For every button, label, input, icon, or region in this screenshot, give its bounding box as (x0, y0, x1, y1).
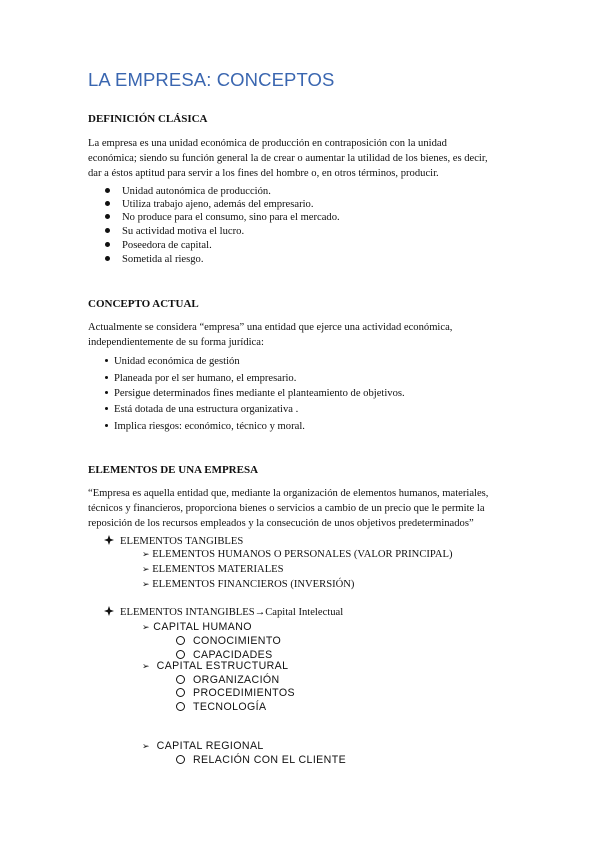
capital-group-label (142, 621, 252, 633)
list-item (176, 635, 281, 647)
paragraph-concepto-actual (88, 320, 518, 350)
list-item (142, 549, 453, 560)
tangibles-label-row (104, 535, 243, 547)
list-item (105, 212, 340, 223)
list-item (105, 404, 298, 415)
quote-definicion-empresa (88, 486, 518, 531)
list-item (105, 186, 271, 197)
list-item-text: Está dotada de una estructura organizativa . (114, 404, 299, 415)
list-item-text: ELEMENTOS MATERIALES (152, 564, 284, 575)
list-item-text: No produce para el consumo, sino para el mercado. (122, 212, 340, 223)
circle-bullet-icon (176, 675, 185, 684)
section-heading-elementos: ELEMENTOS DE UNA EMPRESA (88, 464, 259, 476)
section-heading-concepto-actual: CONCEPTO ACTUAL (88, 298, 199, 310)
capital-group-text: CAPITAL REGIONAL (156, 740, 264, 752)
arrowhead-bullet-icon: ➢ (142, 549, 150, 559)
arrowhead-bullet-icon: ➢ (142, 564, 150, 574)
list-item-text: RELACIÓN CON EL CLIENTE (193, 754, 347, 766)
capital-group-label (142, 740, 264, 752)
list-item-text: Persigue determinados fines mediante el planteamiento de objetivos. (114, 388, 405, 399)
intangibles-suffix: Capital Intelectual (265, 607, 344, 618)
list-item (105, 240, 212, 251)
arrowhead-bullet-icon: ➢ (142, 579, 150, 589)
capital-group-label (142, 660, 288, 672)
list-item (105, 373, 296, 384)
diamond-bullet-icon (104, 606, 114, 616)
circle-bullet-icon (176, 702, 185, 711)
diamond-bullet-icon (104, 535, 114, 545)
list-item-text: PROCEDIMIENTOS (193, 687, 295, 699)
list-item (176, 687, 295, 699)
list-item-text: ELEMENTOS HUMANOS O PERSONALES (VALOR PRINCIPAL) (152, 549, 453, 560)
list-item (176, 754, 346, 766)
bullet-dot-icon (105, 256, 110, 261)
section-heading-definicion: DEFINICIÓN CLÁSICA (88, 113, 208, 125)
bullet-dot-icon (105, 188, 110, 193)
quote-line: “Empresa es aquella entidad que, mediante la organización de elementos humanos, materiales, (88, 488, 489, 499)
circle-bullet-icon (176, 688, 185, 697)
list-item-text: TECNOLOGÍA (193, 701, 267, 713)
list-item (142, 564, 284, 575)
list-item (105, 226, 244, 237)
quote-line: reposición de los recursos empleados y la consecución de unos objetivos predeterminados” (88, 518, 474, 529)
circle-bullet-icon (176, 636, 185, 645)
paragraph-line: Actualmente se considera “empresa” una entidad que ejerce una actividad económica, (88, 322, 453, 333)
capital-group-text: CAPITAL ESTRUCTURAL (156, 660, 289, 672)
bullet-dot-icon (105, 424, 108, 427)
list-item-text: CONOCIMIENTO (193, 635, 282, 647)
capital-group-text: CAPITAL HUMANO (153, 621, 252, 633)
intangibles-label: ELEMENTOS INTANGIBLES (120, 607, 255, 618)
list-item-text: CAPACIDADES (193, 649, 273, 661)
list-item-text: Sometida al riesgo. (122, 254, 204, 265)
list-item-text: Utiliza trabajo ajeno, además del empresario. (122, 199, 314, 210)
intangibles-label-row (104, 606, 343, 618)
arrowhead-bullet-icon: ➢ (142, 622, 150, 632)
paragraph-line: independientemente de su forma jurídica: (88, 337, 264, 348)
list-item-text: Implica riesgos: económico, técnico y moral. (114, 421, 305, 432)
paragraph-line: económica; siendo su función general la de crear o aumentar la utilidad de los bienes, es decir, (88, 153, 488, 164)
list-item (105, 356, 240, 367)
list-item (105, 388, 405, 399)
right-arrow-icon: → (254, 607, 266, 618)
list-item-text: ORGANIZACIÓN (193, 674, 280, 686)
tangibles-label: ELEMENTOS TANGIBLES (120, 536, 244, 547)
arrowhead-bullet-icon: ➢ (142, 661, 150, 671)
list-item-text: Unidad económica de gestión (114, 356, 240, 367)
list-item-text: Unidad autonómica de producción. (122, 186, 271, 197)
bullet-dot-icon (105, 391, 108, 394)
list-item-text: Poseedora de capital. (122, 240, 212, 251)
bullet-dot-icon (105, 214, 110, 219)
paragraph-line: dar a éstos aptitud para servir a los fines del hombre o, en otros términos, producir. (88, 168, 439, 179)
list-item-text: Su actividad motiva el lucro. (122, 226, 245, 237)
list-item (176, 674, 280, 686)
arrowhead-bullet-icon: ➢ (142, 741, 150, 751)
circle-bullet-icon (176, 755, 185, 764)
list-item (142, 579, 354, 590)
quote-line: técnicos y financieros, proporciona bienes o servicios a cambio de un precio que le permite la (88, 503, 485, 514)
list-item (105, 199, 314, 210)
list-item-text: ELEMENTOS FINANCIEROS (INVERSIÓN) (152, 579, 355, 590)
bullet-dot-icon (105, 359, 108, 362)
page-title: LA EMPRESA: CONCEPTOS (88, 69, 335, 90)
bullet-dot-icon (105, 376, 108, 379)
paragraph-definicion (88, 136, 518, 181)
list-item (105, 421, 305, 432)
bullet-dot-icon (105, 228, 110, 233)
circle-bullet-icon (176, 650, 185, 659)
bullet-dot-icon (105, 242, 110, 247)
list-item (105, 254, 204, 265)
paragraph-line: La empresa es una unidad económica de producción en contraposición con la unidad (88, 138, 447, 149)
list-item-text: Planeada por el ser humano, el empresario. (114, 373, 297, 384)
bullet-dot-icon (105, 201, 110, 206)
list-item (176, 701, 266, 713)
bullet-dot-icon (105, 407, 108, 410)
